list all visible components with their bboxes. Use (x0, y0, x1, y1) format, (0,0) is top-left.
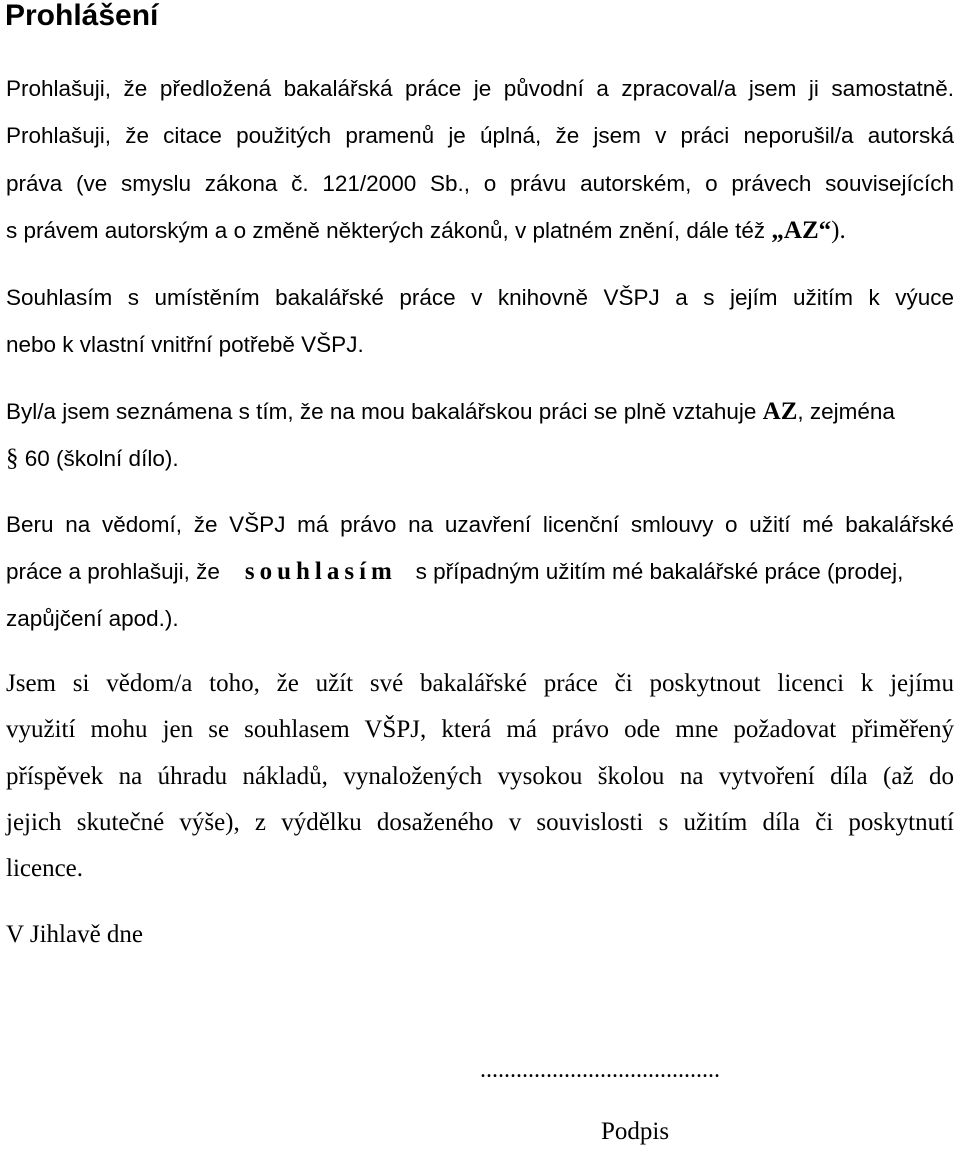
paragraph-5-line-4: jejich skutečné výše), z výdělku dosaženého v souvislosti s užitím díla či poskytnutí (6, 809, 954, 836)
paragraph-3-line-1: Byl/a jsem seznámena s tím, že na mou bakalářskou práci se plně vztahuje AZ, zejména (6, 398, 895, 425)
page-title: Prohlášení (5, 0, 159, 32)
az-abbreviation: „AZ“ (771, 217, 832, 244)
paragraph-5-line-5: licence. (6, 855, 84, 882)
paragraph-1-line-2: Prohlašuji, že citace použitých pramenů je úplná, že jsem v práci neporušil/a autorská (6, 123, 954, 148)
paragraph-3-line-2: § 60 (školní dílo). (6, 445, 179, 472)
paragraph-5-line-3: příspěvek na úhradu nákladů, vynaložených vysokou školou na vytvoření díla (až do (6, 763, 954, 790)
paragraph-4-line-1: Beru na vědomí, že VŠPJ má právo na uzavření licenční smlouvy o užití mé bakalářské (6, 512, 954, 537)
section-sign: § (6, 445, 19, 472)
law-reference: práva (ve smyslu zákona č. 121/2000 Sb. (6, 171, 464, 196)
paragraph-2-line-1: Souhlasím s umístěním bakalářské práce v knihovně VŠPJ a s jejím užitím k výuce (6, 285, 954, 310)
az-abbreviation: AZ (762, 398, 798, 425)
paragraph-5-line-1: Jsem si vědom/a toho, že užít své bakalářské práce či poskytnout licenci k jejímu (6, 670, 954, 697)
paragraph-1-line-4: s právem autorským a o změně některých zákonů, v platném znění, dále též „AZ“). (6, 217, 846, 244)
law-reference-continued: , o právu autorském, o právech souvisejících (463, 171, 954, 196)
signature-line: ........................................ (480, 1057, 720, 1083)
paragraph-4-line-2: práce a prohlašuji, že souhlasím s případným užitím mé bakalářské práce (prodej, (6, 558, 904, 585)
paragraph-5-line-2: využití mohu jen se souhlasem VŠPJ, která má právo ode mne požadovat přiměřený (6, 716, 954, 743)
paragraph-2-line-2: nebo k vlastní vnitřní potřebě VŠPJ. (6, 332, 364, 357)
paragraph-4-line-3: zapůjčení apod.). (6, 606, 179, 631)
signature-label: Podpis (601, 1118, 670, 1145)
paragraph-1-line-3 (6, 161, 954, 207)
paragraph-1-line-1: Prohlašuji, že předložená bakalářská práce je původní a zpracoval/a jsem ji samostatně. (6, 76, 954, 101)
place-date-line: V Jihlavě dne (6, 921, 144, 948)
agreement-word: souhlasím (244, 558, 397, 585)
